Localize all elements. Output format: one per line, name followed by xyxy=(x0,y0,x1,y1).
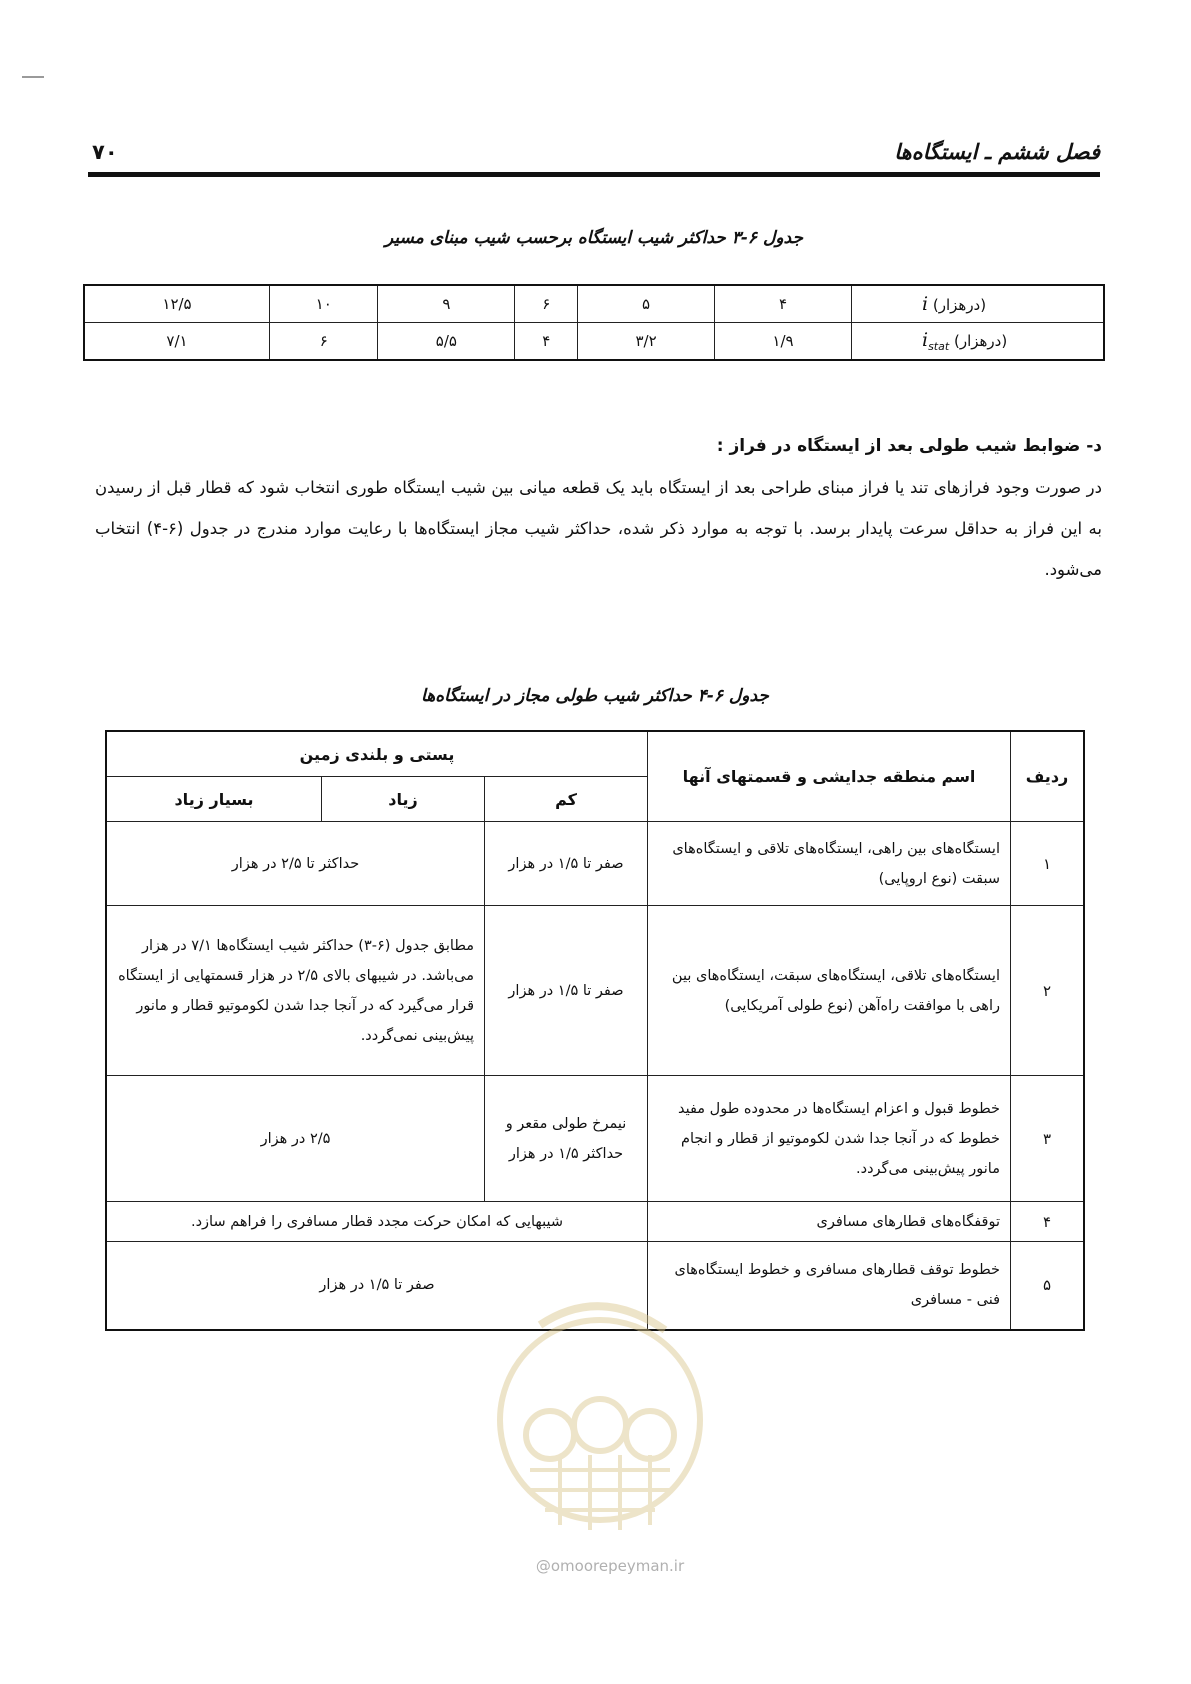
watermark-emblem-icon xyxy=(490,1285,710,1555)
table-cell: ۹ xyxy=(378,285,515,323)
header-rule xyxy=(88,172,1100,177)
table-row xyxy=(106,1202,1084,1242)
header-very-high: بسیار زیاد xyxy=(106,777,322,822)
page-number: ۷۰ xyxy=(92,140,118,164)
zone-name: توقفگاه‌های قطارهای مسافری xyxy=(648,1202,1011,1242)
table-row xyxy=(106,1076,1084,1202)
table-row xyxy=(106,906,1084,1076)
header-zone-name: اسم منطقه جدایشی و قسمتهای آنها xyxy=(648,731,1011,822)
row-number: ۵ xyxy=(1011,1242,1085,1330)
low-terrain-value: صفر تا ۱/۵ در هزار xyxy=(485,822,648,906)
table-cell: ۶ xyxy=(270,323,378,361)
unit-label: (درهزار) xyxy=(953,332,1008,350)
table-cell: ۵ xyxy=(578,285,715,323)
table-cell: ۱۲/۵ xyxy=(84,285,270,323)
section-heading: د- ضوابط شیب طولی بعد از ایستگاه در فراز : xyxy=(716,436,1102,456)
table-row xyxy=(106,822,1084,906)
section-body: در صورت وجود فرازهای تند یا فراز مبنای طراحی بعد از ایستگاه باید یک قطعه میانی بین شیب ایستگاه طوری انتخاب شود که قطار قبل از رسیدن به این فراز به حداقل سرعت پایدار برسد. با توجه به موارد ذکر شده، حداکثر شیب مجاز ایستگاه‌ها با رعایت موارد مندرج در جدول (۶-۴) انتخاب می‌شود. xyxy=(95,478,1102,579)
table-cell: ۴ xyxy=(515,323,578,361)
row-number: ۲ xyxy=(1011,906,1085,1076)
zone-name: ایستگاه‌های تلاقی، ایستگاه‌های سبقت، ایستگاه‌های بین راهی با موافقت راه‌آهن (نوع طولی آمریکایی) xyxy=(648,906,1011,1076)
high-terrain-value: ۲/۵ در هزار xyxy=(106,1076,485,1202)
low-terrain-value: نیمرخ طولی مقعر و حداکثر ۱/۵ در هزار xyxy=(485,1076,648,1202)
table-cell: ۱۰ xyxy=(270,285,378,323)
high-terrain-value: حداکثر تا ۲/۵ در هزار xyxy=(106,822,485,906)
subscript-stat: stat xyxy=(928,340,950,353)
table2-caption: جدول ۶-۴ حداکثر شیب طولی مجاز در ایستگاه‌ها xyxy=(421,686,769,706)
table-cell: ۱/۹ xyxy=(715,323,852,361)
symbol-i: i xyxy=(922,293,929,315)
row-istat-label xyxy=(852,323,1105,361)
watermark-logo xyxy=(490,1285,710,1555)
table-cell: ۵/۵ xyxy=(378,323,515,361)
low-terrain-value: صفر تا ۱/۵ در هزار xyxy=(485,906,648,1076)
header-row-number: ردیف xyxy=(1011,731,1085,822)
page-header xyxy=(88,140,1100,170)
table-cell: ۳/۲ xyxy=(578,323,715,361)
high-terrain-value: مطابق جدول (۶-۳) حداکثر شیب ایستگاه‌ها ۷/۱ در هزار می‌باشد. در شیبهای بالای ۲/۵ در هزار قسمتهایی از ایستگاه قرار می‌گیرد که در آنجا جدا شدن لکوموتیو قطار و مانور پیش‌بینی نمی‌گردد. xyxy=(106,906,485,1076)
table1-caption: جدول ۶-۳ حداکثر شیب ایستگاه برحسب شیب مبنای مسیر xyxy=(385,228,803,248)
row-number: ۴ xyxy=(1011,1202,1085,1242)
unit-label: (درهزار) xyxy=(932,296,987,314)
table1-row-i xyxy=(84,285,1104,323)
zone-name: ایستگاه‌های بین راهی، ایستگاه‌های تلاقی و ایستگاه‌های سبقت (نوع اروپایی) xyxy=(648,822,1011,906)
table2-header-row xyxy=(106,731,1084,777)
row-i-label xyxy=(852,285,1105,323)
row-number: ۱ xyxy=(1011,822,1085,906)
table2 xyxy=(105,730,1085,1331)
zone-name: خطوط توقف قطارهای مسافری و خطوط ایستگاه‌های فنی - مسافری xyxy=(648,1242,1011,1330)
header-terrain: پستی و بلندی زمین xyxy=(106,731,648,777)
table-cell: ۶ xyxy=(515,285,578,323)
chapter-title: فصل ششم ـ ایستگاه‌ها xyxy=(894,140,1100,164)
watermark-site: @omoorepeyman.ir xyxy=(535,1557,685,1575)
symbol-i: i xyxy=(922,329,929,351)
header-low: کم xyxy=(485,777,648,822)
terrain-value: شیبهایی که امکان حرکت مجدد قطار مسافری را فراهم سازد. xyxy=(106,1202,648,1242)
zone-name: خطوط قبول و اعزام ایستگاه‌ها در محدوده طول مفید خطوط که در آنجا جدا شدن لکوموتیو از قطار و انجام مانور پیش‌بینی می‌گردد. xyxy=(648,1076,1011,1202)
header-high: زیاد xyxy=(322,777,485,822)
row-number: ۳ xyxy=(1011,1076,1085,1202)
table-cell: ۴ xyxy=(715,285,852,323)
table1-row-istat xyxy=(84,323,1104,361)
margin-mark xyxy=(22,76,44,78)
table-cell: ۷/۱ xyxy=(84,323,270,361)
table1 xyxy=(83,284,1105,361)
terrain-value: صفر تا ۱/۵ در هزار xyxy=(106,1242,648,1330)
section-d xyxy=(95,426,1102,590)
